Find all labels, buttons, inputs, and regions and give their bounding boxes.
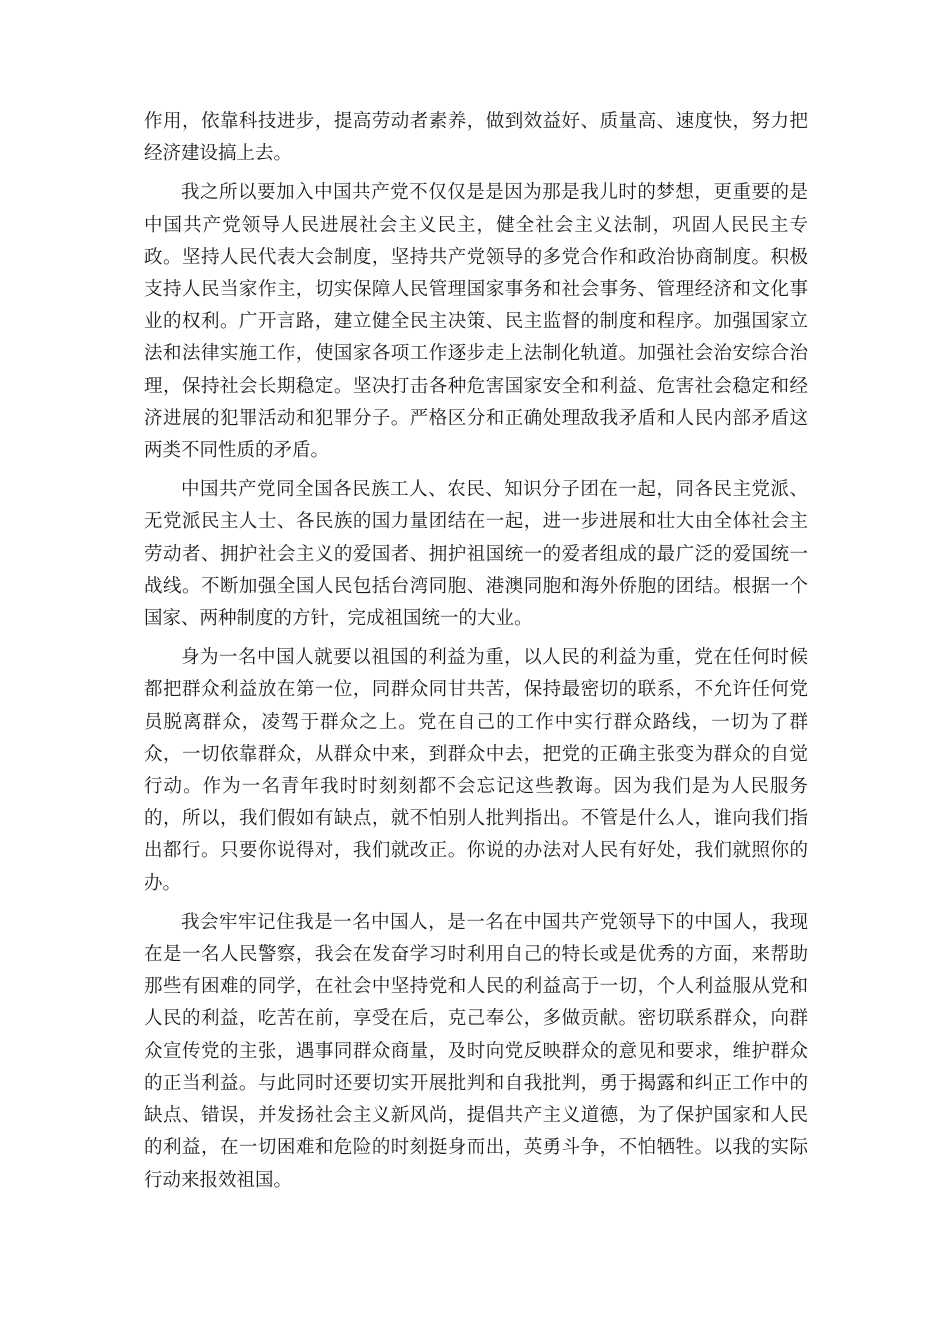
paragraph-2: 我之所以要加入中国共产党不仅仅是是因为那是我儿时的梦想，更重要的是中国共产党领导人民进展社会主义民主，健全社会主义法制，巩固人民民主专政。坚持人民代表大会制度，坚持共产党领导的多党合作和政治协商制度。积极支持人民当家作主，切实保障人民管理国家事务和社会事务、管理经济和文化事业的权利。广开言路，建立健全民主决策、民主监督的制度和程序。加强国家立法和法律实施工作，使国家各项工作逐步走上法制化轨道。加强社会治安综合治理，保持社会长期稳定。坚决打击各种危害国家安全和利益、危害社会稳定和经济进展的犯罪活动和犯罪分子。严格区分和正确处理敌我矛盾和人民内部矛盾这两类不同性质的矛盾。 [144, 182, 808, 462]
paragraph-1: 作用，依靠科技进步，提高劳动者素养，做到效益好、质量高、速度快，努力把经济建设搞上去。 [144, 111, 808, 165]
paragraph-5: 我会牢牢记住我是一名中国人，是一名在中国共产党领导下的中国人，我现在是一名人民警察，我会在发奋学习时利用自己的特长或是优秀的方面，来帮助那些有困难的同学，在社会中坚持党和人民的利益高于一切，个人利益服从党和人民的利益，吃苦在前，享受在后，克己奉公，多做贡献。密切联系群众，向群众宣传党的主张，遇事同群众商量，及时向党反映群众的意见和要求，维护群众的正当利益。与此同时还要切实开展批判和自我批判，勇于揭露和纠正工作中的缺点、错误，并发扬社会主义新风尚，提倡共产主义道德，为了保护国家和人民的利益，在一切困难和危险的时刻挺身而出，英勇斗争，不怕牺牲。以我的实际行动来报效祖国。 [144, 911, 808, 1191]
paragraph-4: 身为一名中国人就要以祖国的利益为重，以人民的利益为重，党在任何时候都把群众利益放在第一位，同群众同甘共苦，保持最密切的联系，不允许任何党员脱离群众，凌驾于群众之上。党在自己的工作中实行群众路线，一切为了群众，一切依靠群众，从群众中来，到群众中去，把党的正确主张变为群众的自觉行动。作为一名青年我时时刻刻都不会忘记这些教诲。因为我们是为人民服务的，所以，我们假如有缺点，就不怕别人批判指出。不管是什么人，谁向我们指出都行。只要你说得对，我们就改正。你说的办法对人民有好处，我们就照你的办。 [144, 647, 808, 894]
document-body [144, 106, 808, 1204]
paragraph-3: 中国共产党同全国各民族工人、农民、知识分子团在一起，同各民主党派、无党派民主人士、各民族的国力量团结在一起，进一步进展和壮大由全体社会主劳动者、拥护社会主义的爱国者、拥护祖国统一的爱者组成的最广泛的爱国统一战线。不断加强全国人民包括台湾同胞、港澳同胞和海外侨胞的团结。根据一个国家、两种制度的方针，完成祖国统一的大业。 [144, 479, 808, 630]
